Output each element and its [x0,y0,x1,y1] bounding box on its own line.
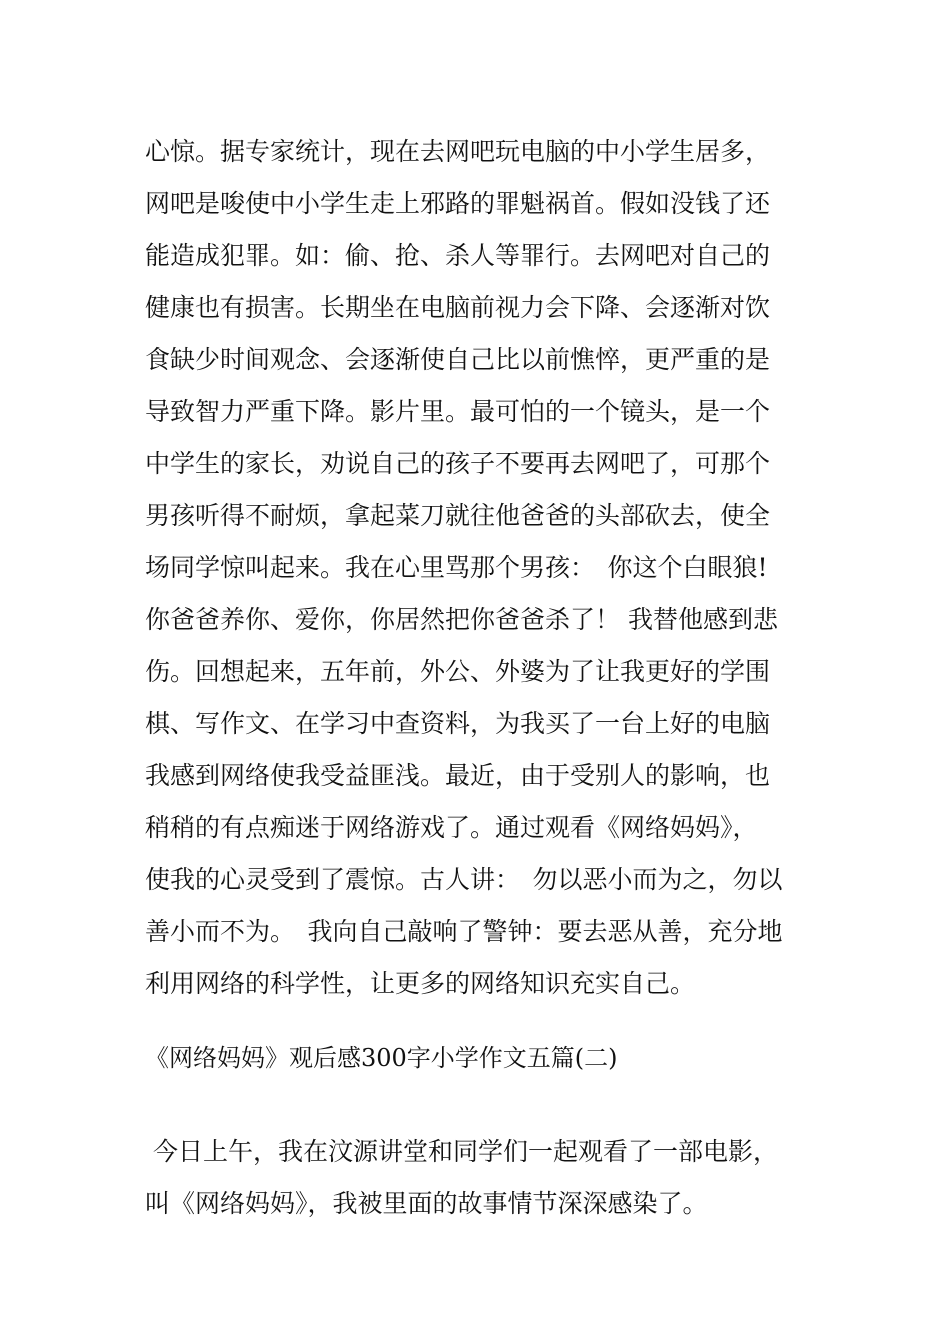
text-line: 网吧是唆使中小学生走上邪路的罪魁祸首。假如没钱了还 [145,189,771,218]
text-line: 叫《网络妈妈》，我被里面的故事情节深深感染了。 [145,1189,708,1218]
text-line: 棋、写作文、在学习中查资料，为我买了一台上好的电脑 [145,709,771,738]
text-line: 心惊。据专家统计，现在去网吧玩电脑的中小学生居多， [145,137,771,166]
text-line: 善小而不为。 我向自己敲响了警钟：要去恶从善，充分地 [145,917,783,946]
text-line: 健康也有损害。长期坐在电脑前视力会下降、会逐渐对饮 [145,293,771,322]
text-line: 你爸爸养你、爱你，你居然把你爸爸杀了！ 我替他感到悲 [145,605,778,634]
text-line: 场同学惊叫起来。我在心里骂那个男孩： 你这个白眼狼! [145,553,768,582]
text-line: 男孩听得不耐烦，拿起菜刀就往他爸爸的头部砍去，使全 [145,501,771,530]
text-line: 今日上午，我在汶源讲堂和同学们一起观看了一部电影， [145,1137,778,1166]
section-heading: 《网络妈妈》观后感300字小学作文五篇(二) [145,1044,618,1072]
text-line: 食缺少时间观念、会逐渐使自己比以前憔悴，更严重的是 [145,345,771,374]
text-line: 能造成犯罪。如：偷、抢、杀人等罪行。去网吧对自己的 [145,241,771,270]
text-line: 利用网络的科学性，让更多的网络知识充实自己。 [145,969,696,998]
text-line: 中学生的家长，劝说自己的孩子不要再去网吧了，可那个 [145,449,771,478]
text-line: 使我的心灵受到了震惊。古人讲： 勿以恶小而为之，勿以 [145,865,783,894]
text-line: 伤。回想起来，五年前，外公、外婆为了让我更好的学围 [145,657,771,686]
text-line: 稍稍的有点痴迷于网络游戏了。通过观看《网络妈妈》， [145,813,758,842]
second-paragraph [145,1126,825,1230]
body-paragraph [145,126,825,1010]
text-line: 我感到网络使我受益匪浅。最近，由于受别人的影响，也 [145,761,771,790]
text-line: 导致智力严重下降。影片里。最可怕的一个镜头，是一个 [145,397,771,426]
